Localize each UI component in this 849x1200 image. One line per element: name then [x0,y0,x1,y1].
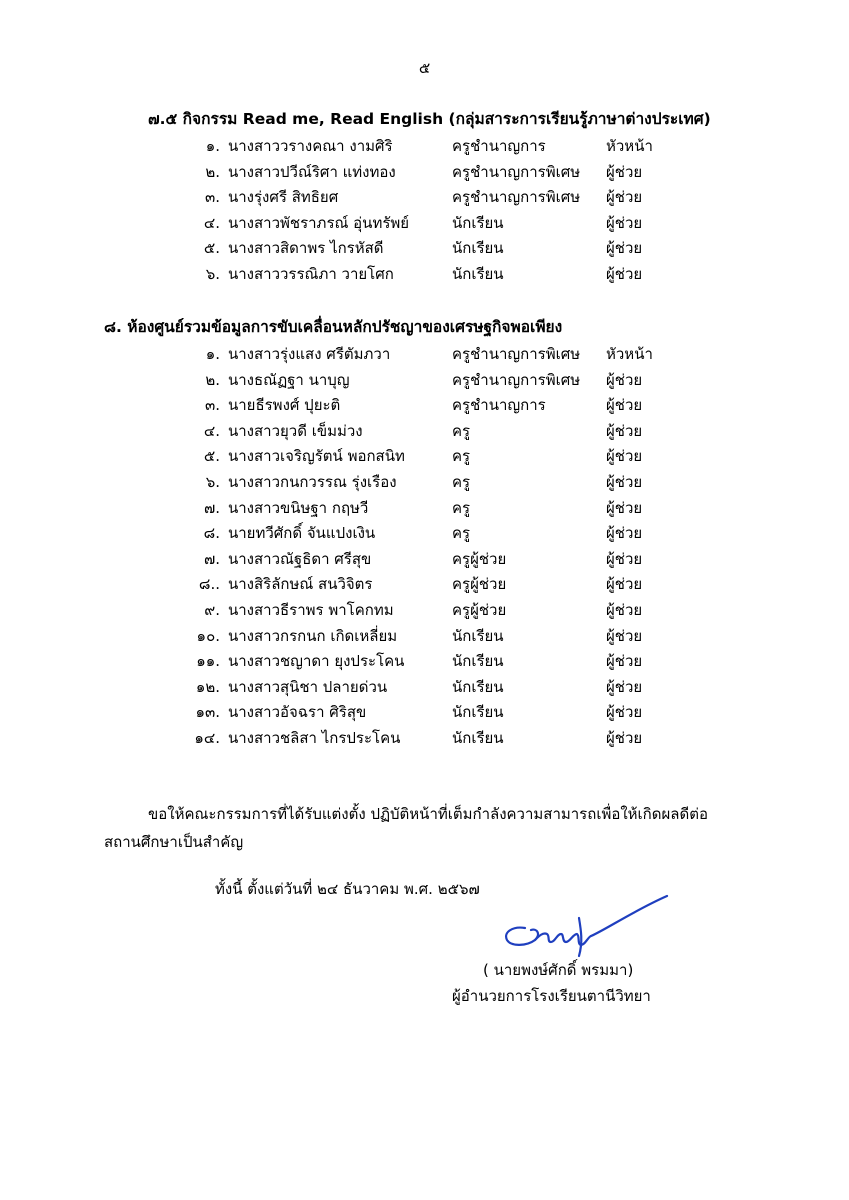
member-number: ๔. [203,421,220,440]
member-number: ๙. [204,600,220,619]
member-number: ๘. [203,524,220,543]
member-role: ผู้ช่วย [606,549,643,568]
effective-date: ทั้งนี้ ตั้งแต่วันที่ ๒๔ ธันวาคม พ.ศ. ๒๕๖๗ [215,880,480,898]
member-number: ๑๔. [194,728,220,747]
member-row [0,444,849,470]
member-role: ผู้ช่วย [606,421,643,440]
closing-paragraph-line-1: ขอให้คณะกรรมการที่ได้รับแต่งตั้ง ปฏิบัติหน้าที่เต็มกำลังความสามารถเพื่อให้เกิดผลดีต่อ [148,805,708,823]
member-list-sufficiency-economy [0,342,849,752]
member-position: นักเรียน [452,728,504,747]
signer-name: ( นายพงษ์ศักดิ์ พรมมา) [483,961,634,979]
member-name: นางสาวรุ่งแสง ศรีตัมภวา [228,345,391,363]
closing-paragraph-line-2: สถานศึกษาเป็นสำคัญ [104,833,244,851]
member-number: ๑. [205,137,220,155]
member-name: นางสาวสิดาพร ไกรหัสดี [228,239,384,258]
signature-image [495,890,675,960]
member-role: หัวหน้า [606,345,653,363]
member-name: นางรุ่งศรี สิทธิยศ [228,188,339,207]
member-row [0,236,849,262]
member-name: นางสาวชลิสา ไกรประโคน [228,728,401,747]
member-role: หัวหน้า [606,137,653,155]
member-role: ผู้ช่วย [606,188,643,207]
member-position: ครู [452,524,471,543]
member-role: ผู้ช่วย [606,524,643,543]
member-position: นักเรียน [452,626,504,645]
member-position: นักเรียน [452,703,504,722]
member-role: ผู้ช่วย [606,728,643,747]
member-position: นักเรียน [452,213,504,232]
member-number: ๘.. [198,575,220,594]
member-number: ๗. [203,549,220,568]
member-row [0,470,849,496]
member-name: นางสาวเจริญรัตน์ พอกสนิท [228,447,405,466]
member-role: ผู้ช่วย [606,213,643,232]
member-name: นางสาวพัชราภรณ์ อุ่นทรัพย์ [228,213,410,232]
member-role: ผู้ช่วย [606,652,643,671]
member-number: ๓. [204,188,220,207]
member-role: ผู้ช่วย [606,703,643,722]
member-number: ๕. [203,239,220,258]
member-number: ๔. [203,213,220,232]
member-name: นางสาวธีราพร พาโคกทม [228,600,394,619]
member-row [0,624,849,650]
signature-strokes [506,896,667,956]
member-position: นักเรียน [452,677,504,696]
member-row [0,262,849,288]
member-position: นักเรียน [452,264,504,283]
member-number: ๒. [205,370,220,389]
member-name: นางสาวกนกวรรณ รุ่งเรือง [228,472,397,491]
member-row [0,185,849,211]
member-row [0,496,849,522]
member-row [0,649,849,675]
member-name: นางสาวณัฐธิดา ศรีสุข [228,549,372,568]
member-position: ครูชำนาญการ [452,137,546,155]
member-row [0,521,849,547]
member-list-read-me [0,134,849,288]
member-row [0,419,849,445]
member-role: ผู้ช่วย [606,575,643,594]
member-row [0,547,849,573]
member-name: นางสาวสุนิชา ปลายด่วน [228,677,388,696]
member-row [0,700,849,726]
member-role: ผู้ช่วย [606,370,643,389]
member-name: นางสาวยุวดี เข็มม่วง [228,421,363,440]
member-number: ๑๒. [195,677,220,696]
member-position: ครู [452,498,471,517]
member-number: ๑๑. [196,652,220,671]
member-number: ๖. [205,264,220,283]
member-role: ผู้ช่วย [606,162,643,181]
member-role: ผู้ช่วย [606,264,643,283]
member-row [0,211,849,237]
section-title-read-me: ๗.๕ กิจกรรม Read me, Read English (กลุ่มสาระการเรียนรู้ภาษาต่างประเทศ) [148,110,711,128]
member-position: ครู [452,421,471,440]
member-name: นายทวีศักดิ์ จันแปงเงิน [228,524,376,543]
member-role: ผู้ช่วย [606,447,643,466]
member-position: นักเรียน [452,239,504,258]
member-position: ครูชำนาญการพิเศษ [452,188,581,207]
member-number: ๖. [205,472,220,491]
member-row [0,726,849,752]
member-number: ๒. [205,162,220,181]
signer-title: ผู้อำนวยการโรงเรียนตานีวิทยา [452,987,651,1005]
member-name: นางสาวขนิษฐา กฤษวี [228,498,369,517]
member-row [0,134,849,160]
member-row [0,675,849,701]
member-position: ครูชำนาญการพิเศษ [452,162,581,181]
member-role: ผู้ช่วย [606,677,643,696]
member-row [0,572,849,598]
member-position: ครูชำนาญการพิเศษ [452,370,581,389]
member-number: ๕. [203,447,220,466]
member-role: ผู้ช่วย [606,498,643,517]
member-position: ครูผู้ช่วย [452,549,507,568]
member-position: ครูผู้ช่วย [452,575,507,594]
member-name: นางสาวอัจฉรา ศิริสุข [228,703,367,722]
member-row [0,393,849,419]
member-position: ครู [452,472,471,491]
member-number: ๓. [204,396,220,415]
member-name: นางสาวปวีณ์ริศา แท่งทอง [228,162,396,181]
member-position: ครูชำนาญการ [452,396,546,415]
member-row [0,598,849,624]
member-name: นางสาวกรกนก เกิดเหลี่ยม [228,626,398,645]
member-position: ครูผู้ช่วย [452,600,507,619]
member-number: ๑. [205,345,220,363]
member-name: นางสาววรรณิภา วายโศก [228,264,394,283]
member-role: ผู้ช่วย [606,600,643,619]
member-name: นางสาวชญาดา ยุงประโคน [228,652,405,671]
member-position: ครู [452,447,471,466]
member-name: นางสิริลักษณ์ สนวิจิตร [228,575,373,594]
member-row [0,342,849,368]
member-role: ผู้ช่วย [606,472,643,491]
member-role: ผู้ช่วย [606,239,643,258]
member-row [0,160,849,186]
member-name: นางธณัฏฐา นาบุญ [228,370,350,389]
member-name: นางสาววรางคณา งามศิริ [228,137,393,155]
member-row [0,368,849,394]
member-role: ผู้ช่วย [606,626,643,645]
member-number: ๗. [203,498,220,517]
member-role: ผู้ช่วย [606,396,643,415]
page-number: ๕ [418,59,431,77]
section-title-sufficiency-economy: ๘. ห้องศูนย์รวมข้อมูลการขับเคลื่อนหลักปรัชญาของเศรษฐกิจพอเพียง [104,318,563,336]
member-number: ๑๐. [196,626,220,645]
member-number: ๑๓. [195,703,220,722]
member-position: นักเรียน [452,652,504,671]
member-position: ครูชำนาญการพิเศษ [452,345,581,363]
member-name: นายธีรพงศ์ ปุยะติ [228,396,341,415]
